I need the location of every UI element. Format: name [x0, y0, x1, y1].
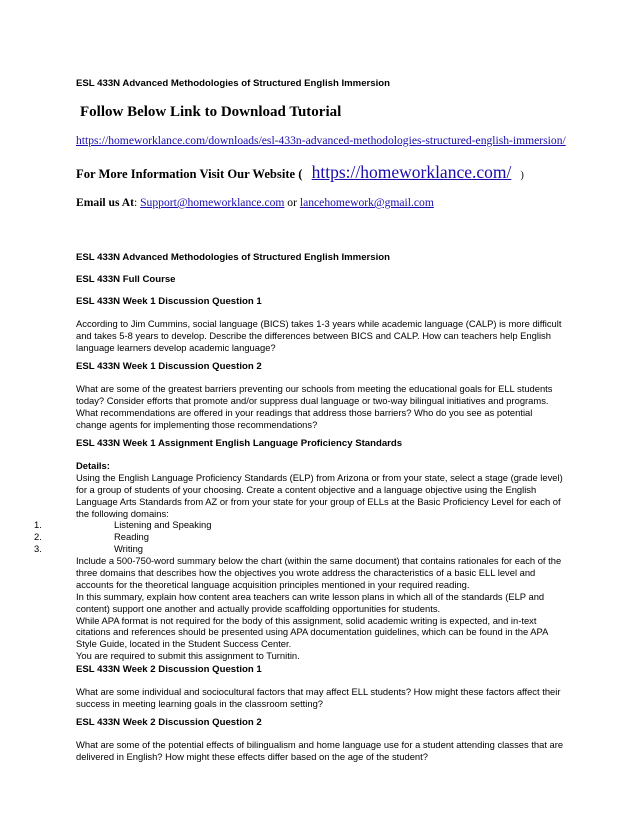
more-info-close: ): [520, 170, 524, 181]
w1-assign-summary: [76, 555, 566, 662]
w2-dq2-body: [76, 739, 566, 763]
text-line: What recommendations are offered in your readings that address those barriers? Who do you see as potential: [76, 406, 533, 418]
text-line: change agents for implementing those recommendations?: [76, 418, 318, 430]
text-line: Using the English Language Proficiency Standards (ELP) from Arizona or from your state, select a stage (grade level): [76, 471, 563, 483]
text-line: While APA format is not required for the body of this assignment, solid academic writing is expected, and in-text: [76, 614, 537, 626]
email-label: Email us At: [76, 196, 134, 209]
text-line: citations and references should be presented using APA documentation guidelines, which can be found in the APA: [76, 626, 549, 638]
text-line: What are some individual and sociocultural factors that may affect ELL students? How might these factors affect their: [76, 686, 561, 697]
follow-heading: Follow Below Link to Download Tutorial: [80, 104, 342, 120]
w1-dq2-body: [76, 383, 566, 431]
domain-number: 2.: [34, 531, 42, 542]
text-line: What are some of the potential effects of bilingualism and home language use for a student attending classes that are: [76, 739, 564, 750]
email-link-support[interactable]: Support@homeworklance.com: [140, 196, 285, 209]
w2-dq1-heading: ESL 433N Week 2 Discussion Question 1: [76, 664, 262, 675]
w2-dq2-heading: ESL 433N Week 2 Discussion Question 2: [76, 717, 262, 728]
w1-assign-heading: ESL 433N Week 1 Assignment English Language Proficiency Standards: [76, 438, 403, 449]
text-line: You are required to submit this assignment to Turnitin.: [76, 650, 300, 662]
text-line: the following domains:: [76, 507, 169, 519]
w1-assign-intro: [76, 460, 566, 520]
top-title: ESL 433N Advanced Methodologies of Structured English Immersion: [76, 78, 390, 89]
text-line: content) support one another and actually provide scaffolding opportunities for students.: [76, 602, 441, 614]
course-title: ESL 433N Advanced Methodologies of Structured English Immersion: [76, 252, 390, 263]
website-link[interactable]: https://homeworklance.com/: [311, 162, 512, 182]
text-line: Include a 500-750-word summary below the chart (within the same document) that contains rationales for each of the: [76, 555, 562, 566]
email-or: or: [284, 196, 300, 209]
more-info-label: For More Information Visit Our Website (: [76, 167, 303, 181]
text-line: and takes 5-8 years to develop. Describe the differences between BICS and CALP. How can teachers help English: [76, 329, 551, 341]
domain-number: 3.: [34, 543, 42, 554]
text-line: for a group of students of your choosing. Create a content objective and a language objective using the English: [76, 483, 537, 495]
w1-dq1-heading: ESL 433N Week 1 Discussion Question 1: [76, 296, 262, 307]
text-line: success in meeting learning goals in the classroom setting?: [76, 697, 324, 709]
email-line: [76, 196, 434, 209]
details-label: Details:: [76, 460, 110, 471]
text-line: Style Guide, located in the Student Success Center.: [76, 638, 292, 650]
text-line: In this summary, explain how content area teachers can write lesson plans in which all of the standards (ELP and: [76, 590, 545, 602]
w1-dq1-body: [76, 318, 566, 354]
text-line: According to Jim Cummins, social language (BICS) takes 1-3 years while academic language (CALP) is more difficult: [76, 318, 562, 329]
text-line: language learners develop academic language?: [76, 341, 276, 353]
download-link[interactable]: https://homeworklance.com/downloads/esl-433n-advanced-methodologies-structured-english-immersion/: [76, 134, 566, 147]
full-course-heading: ESL 433N Full Course: [76, 274, 176, 285]
domain-item: Reading: [114, 531, 149, 542]
w2-dq1-body: [76, 686, 566, 710]
text-line: three domains that describes how the objectives you wrote address the characteristics of a basic ELL level and: [76, 566, 536, 578]
w1-dq2-heading: ESL 433N Week 1 Discussion Question 2: [76, 361, 262, 372]
email-link-lance[interactable]: lancehomework@gmail.com: [299, 196, 434, 209]
more-info-line: [76, 162, 524, 183]
domain-item: Listening and Speaking: [114, 519, 212, 530]
text-line: delivered in English? How might these effects differ based on the age of the student?: [76, 750, 428, 762]
domain-item: Writing: [114, 543, 143, 554]
text-line: today? Consider efforts that promote and/or suppress dual language or two-way bilingual initiatives and programs.: [76, 394, 549, 406]
text-line: accounts for the theoretical language acquisition principles mentioned in your required reading.: [76, 578, 470, 590]
email-colon: :: [133, 196, 141, 209]
text-line: Language Arts Standards from AZ or from your state for your group of ELLs at the Basic Proficiency Level for each of: [76, 495, 561, 507]
domain-number: 1.: [34, 519, 42, 530]
text-line: What are some of the greatest barriers preventing our schools from meeting the educational goals for ELL students: [76, 383, 553, 394]
